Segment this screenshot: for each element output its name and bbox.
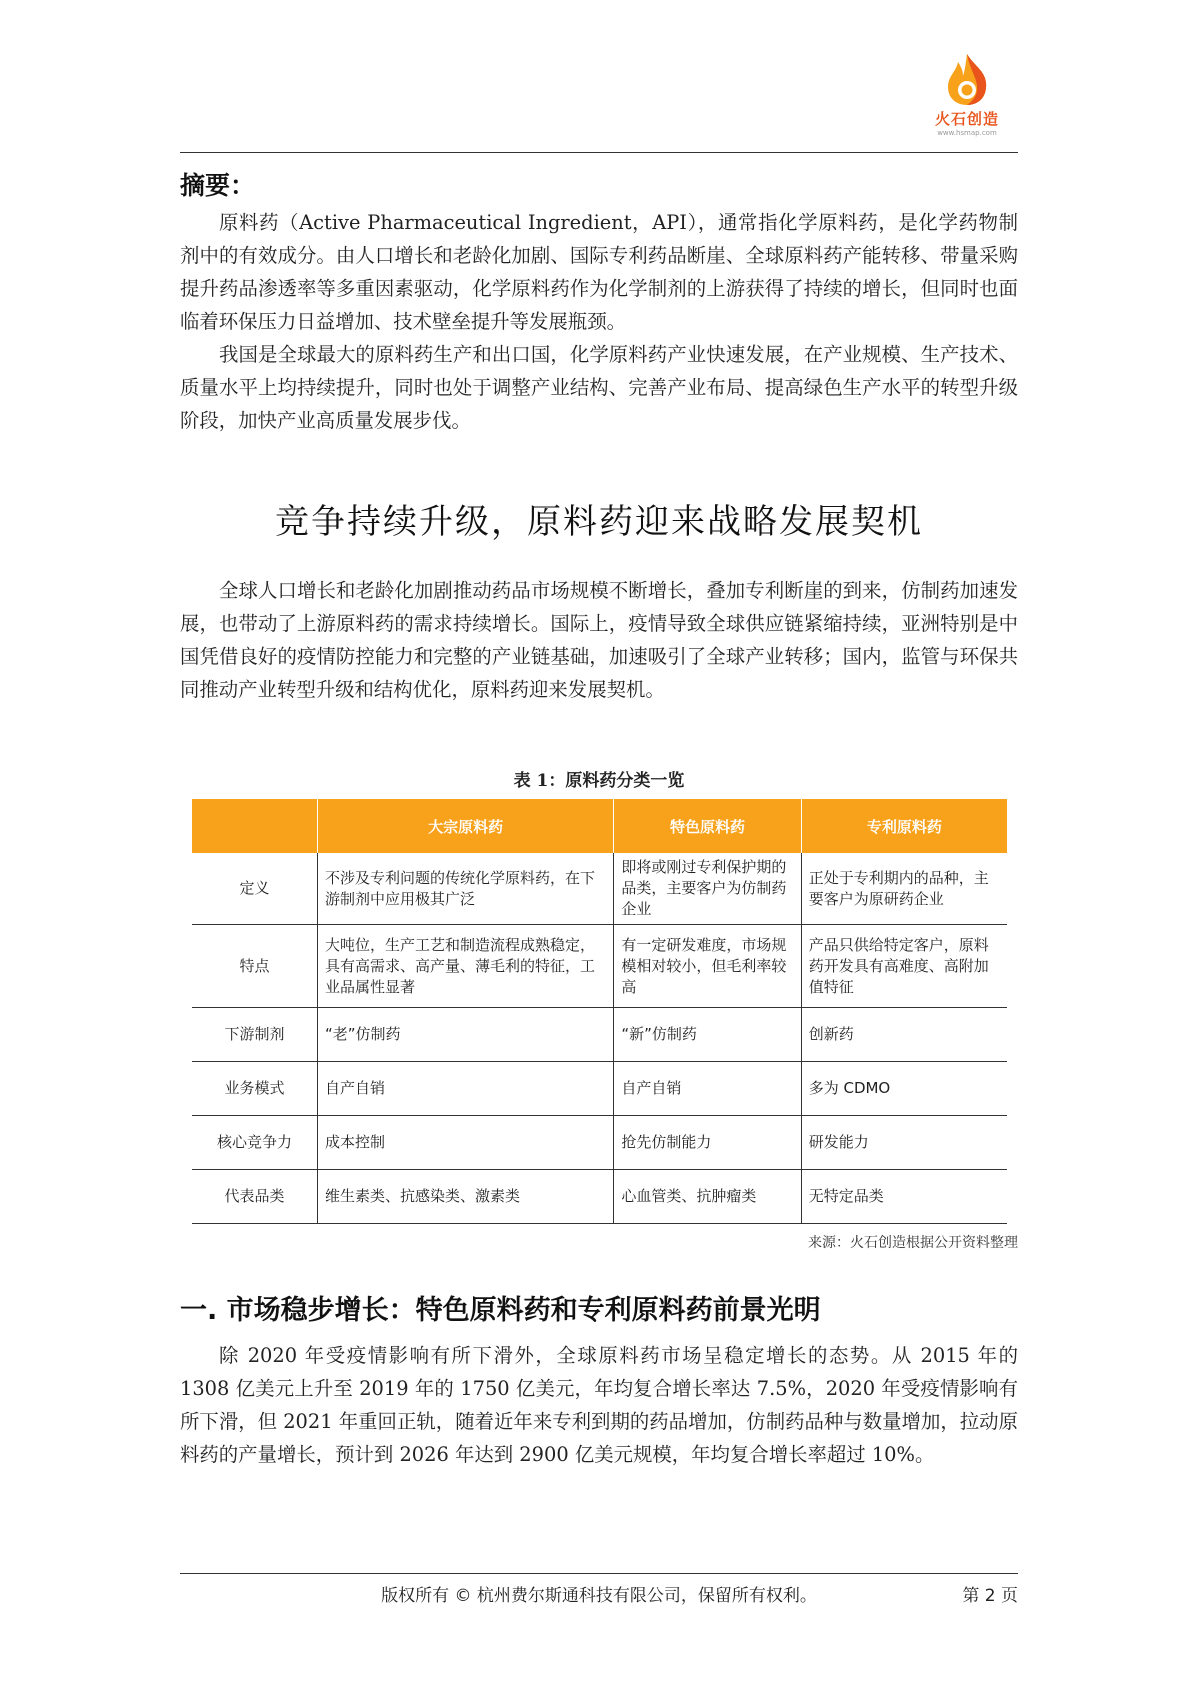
abstract-title: 摘要： <box>180 171 256 200</box>
table-header-blank <box>192 799 318 853</box>
table-cell: 抢先仿制能力 <box>614 1116 801 1170</box>
section-paragraph: 除 2020 年受疫情影响有所下滑外，全球原料药市场呈稳定增长的态势。从 2015 年的 1308 亿美元上升至 2019 年的 1750 亿美元，年均复合增长率达 7.5%，2020 年受疫情影响有所下滑，但 2021 年重回正轨，随着近年来专利到期的药品增加，仿制药品种与数量增加，拉动原料药的产量增长，预计到 2026 年达到 2900 亿美元规模，年均复合增长率超过 10%。 <box>180 1344 1018 1466</box>
table-cell: 大吨位，生产工艺和制造流程成熟稳定，具有高需求、高产量、薄毛利的特征，工业品属性显著 <box>318 925 614 1008</box>
table-cell: 自产自销 <box>614 1062 801 1116</box>
table-row <box>192 925 1007 1008</box>
brand-url: www.hsmap.com <box>937 129 997 137</box>
table-cell: 心血管类、抗肿瘤类 <box>614 1170 801 1224</box>
abstract-paragraph-1: 原料药（Active Pharmaceutical Ingredient，API），通常指化学原料药，是化学药物制剂中的有效成分。由人口增长和老龄化加剧、国际专利药品断崖、全球原料药产能转移、带量采购提升药品渗透率等多重因素驱动，化学原料药作为化学制剂的上游获得了持续的增长，但同时也面临着环保压力日益增加、技术壁垒提升等发展瓶颈。 <box>180 211 1018 333</box>
row-label: 代表品类 <box>192 1170 318 1224</box>
table-cell: 无特定品类 <box>801 1170 1007 1224</box>
table-cell: 多为 CDMO <box>801 1062 1007 1116</box>
table-row <box>192 853 1007 925</box>
table-row <box>192 1116 1007 1170</box>
footer-copyright: 版权所有 © 杭州费尔斯通科技有限公司，保留所有权利。 <box>381 1586 817 1606</box>
table-cell: “老”仿制药 <box>318 1008 614 1062</box>
table-caption: 表 1：原料药分类一览 <box>513 771 685 791</box>
row-label: 特点 <box>192 925 318 1008</box>
table-cell: 自产自销 <box>318 1062 614 1116</box>
table-row <box>192 1008 1007 1062</box>
footer-rule <box>180 1573 1018 1574</box>
table-header-patent: 专利原料药 <box>801 799 1007 853</box>
banner-title: 竞争持续升级，原料药迎来战略发展契机 <box>275 502 923 542</box>
table-header-bulk: 大宗原料药 <box>318 799 614 853</box>
table-cell: 即将或刚过专利保护期的品类，主要客户为仿制药企业 <box>614 853 801 925</box>
section-title: 一. 市场稳步增长：特色原料药和专利原料药前景光明 <box>180 1295 821 1326</box>
table-header-row <box>192 799 1007 853</box>
table-cell: 产品只供给特定客户，原料药开发具有高难度、高附加值特征 <box>801 925 1007 1008</box>
table-row <box>192 1170 1007 1224</box>
table-cell: 成本控制 <box>318 1116 614 1170</box>
table-cell: “新”仿制药 <box>614 1008 801 1062</box>
row-label: 核心竞争力 <box>192 1116 318 1170</box>
abstract-paragraph-2: 我国是全球最大的原料药生产和出口国，化学原料药产业快速发展，在产业规模、生产技术、质量水平上均持续提升，同时也处于调整产业结构、完善产业布局、提高绿色生产水平的转型升级阶段，加快产业高质量发展步伐。 <box>180 343 1018 432</box>
row-label: 业务模式 <box>192 1062 318 1116</box>
row-label: 下游制剂 <box>192 1008 318 1062</box>
table-cell: 创新药 <box>801 1008 1007 1062</box>
flame-icon <box>944 52 990 106</box>
row-label: 定义 <box>192 853 318 925</box>
table-row <box>192 1062 1007 1116</box>
table-cell: 研发能力 <box>801 1116 1007 1170</box>
table-source: 来源：火石创造根据公开资料整理 <box>808 1235 1018 1251</box>
table-header-specialty: 特色原料药 <box>614 799 801 853</box>
table-cell: 不涉及专利问题的传统化学原料药，在下游制剂中应用极其广泛 <box>318 853 614 925</box>
table-cell: 正处于专利期内的品种，主要客户为原研药企业 <box>801 853 1007 925</box>
brand-name: 火石创造 <box>934 110 999 128</box>
page-number: 第 2 页 <box>962 1586 1018 1606</box>
table-cell: 有一定研发难度，市场规模相对较小，但毛利率较高 <box>614 925 801 1008</box>
banner-paragraph: 全球人口增长和老龄化加剧推动药品市场规模不断增长，叠加专利断崖的到来，仿制药加速发展，也带动了上游原料药的需求持续增长。国际上，疫情导致全球供应链紧缩持续，亚洲特别是中国凭借良好的疫情防控能力和完整的产业链基础，加速吸引了全球产业转移；国内，监管与环保共同推动产业转型升级和结构优化，原料药迎来发展契机。 <box>180 579 1018 701</box>
brand-logo <box>928 52 1006 137</box>
classification-table <box>192 799 1007 1224</box>
table-cell: 维生素类、抗感染类、激素类 <box>318 1170 614 1224</box>
header-rule <box>180 152 1018 153</box>
